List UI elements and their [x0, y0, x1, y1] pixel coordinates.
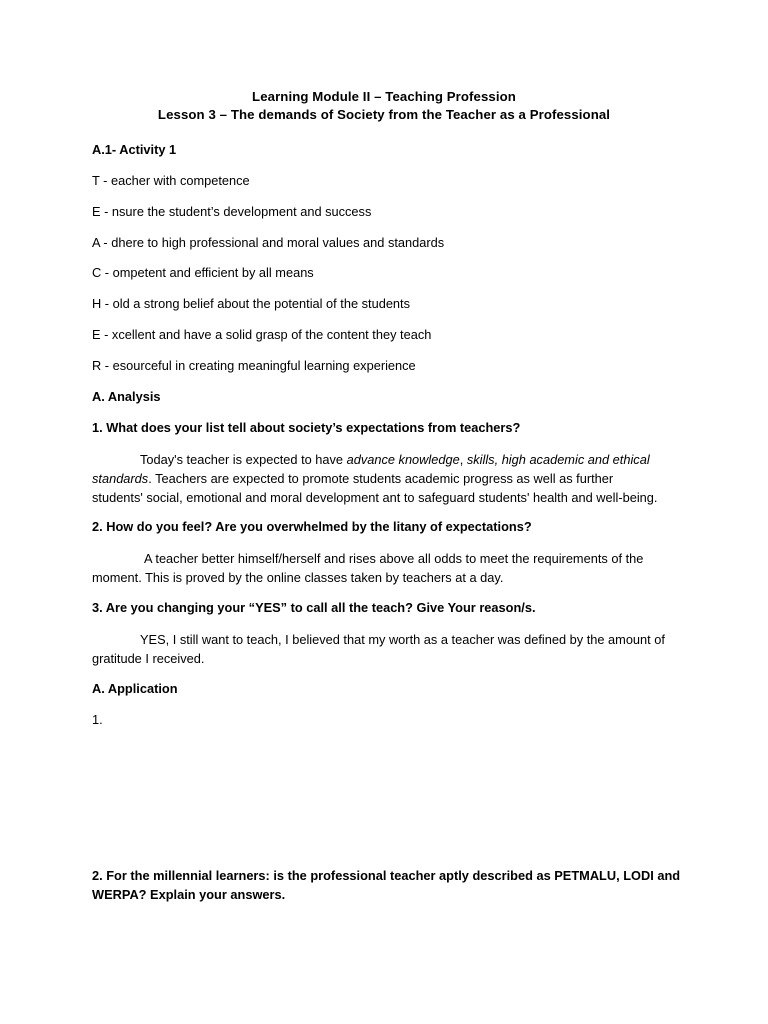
answer-line: A teacher better himself/herself and rises above all odds to meet the requirements of the	[144, 551, 644, 566]
question-line: WERPA? Explain your answers.	[92, 887, 286, 902]
list-item	[92, 265, 314, 280]
answer-line	[92, 469, 682, 488]
item-letter: T	[92, 173, 100, 188]
answer-text: ,	[459, 452, 467, 467]
lesson-title: Lesson 3 – The demands of Society from the Teacher as a Professional	[157, 107, 611, 122]
answer-emphasis: advance knowledge	[346, 452, 460, 467]
answer-line: gratitude I received.	[92, 651, 205, 666]
answer-emphasis: standards	[92, 471, 149, 486]
item-text: - xcellent and have a solid grasp of the content they teach	[100, 327, 432, 342]
question-2: 2. How do you feel? Are you overwhelmed by the litany of expectations?	[92, 519, 532, 534]
list-item	[92, 235, 444, 250]
answer-line: students' social, emotional and moral development ant to safeguard students' health and well-being.	[92, 490, 658, 505]
item-text: - dhere to high professional and moral values and standards	[99, 235, 445, 250]
list-item	[92, 296, 410, 311]
application-question-2	[92, 866, 682, 904]
answer-text: Today's teacher is expected to have	[140, 452, 347, 467]
item-letter: C	[92, 265, 102, 280]
list-item	[92, 358, 416, 373]
item-letter: E	[92, 327, 101, 342]
item-letter: R	[92, 358, 102, 373]
item-text: - nsure the student’s development and success	[100, 204, 372, 219]
item-text: - esourceful in creating meaningful learning experience	[101, 358, 416, 373]
question-3: 3. Are you changing your “YES” to call all the teach? Give Your reason/s.	[92, 600, 536, 615]
list-item	[92, 204, 371, 219]
module-title: Learning Module II – Teaching Profession	[252, 89, 516, 104]
answer-text: . Teachers are expected to promote students academic progress as well as further	[148, 471, 614, 486]
item-text: - ompetent and efficient by all means	[101, 265, 314, 280]
analysis-heading: A. Analysis	[92, 389, 161, 404]
answer-line	[92, 450, 682, 469]
question-1: 1. What does your list tell about society’s expectations from teachers?	[92, 420, 521, 435]
answer-emphasis: skills, high academic and ethical	[466, 452, 650, 467]
item-letter: E	[92, 204, 101, 219]
answer-2	[92, 549, 682, 587]
item-letter: A	[92, 235, 100, 250]
answer-line: YES, I still want to teach, I believed that my worth as a teacher was defined by the amount of	[140, 632, 665, 647]
item-letter: H	[92, 296, 102, 311]
application-heading: A. Application	[92, 681, 178, 696]
application-item-1: 1.	[92, 712, 103, 727]
activity-heading: A.1- Activity 1	[92, 142, 177, 157]
list-item	[92, 327, 431, 342]
item-text: - eacher with competence	[99, 173, 250, 188]
answer-1	[92, 450, 682, 507]
list-item	[92, 173, 250, 188]
question-line: 2. For the millennial learners: is the professional teacher aptly described as PETMALU, LODI and	[92, 868, 681, 883]
answer-line: moment. This is proved by the online classes taken by teachers at a day.	[92, 570, 504, 585]
answer-3	[92, 630, 682, 668]
item-text: - old a strong belief about the potential of the students	[101, 296, 411, 311]
